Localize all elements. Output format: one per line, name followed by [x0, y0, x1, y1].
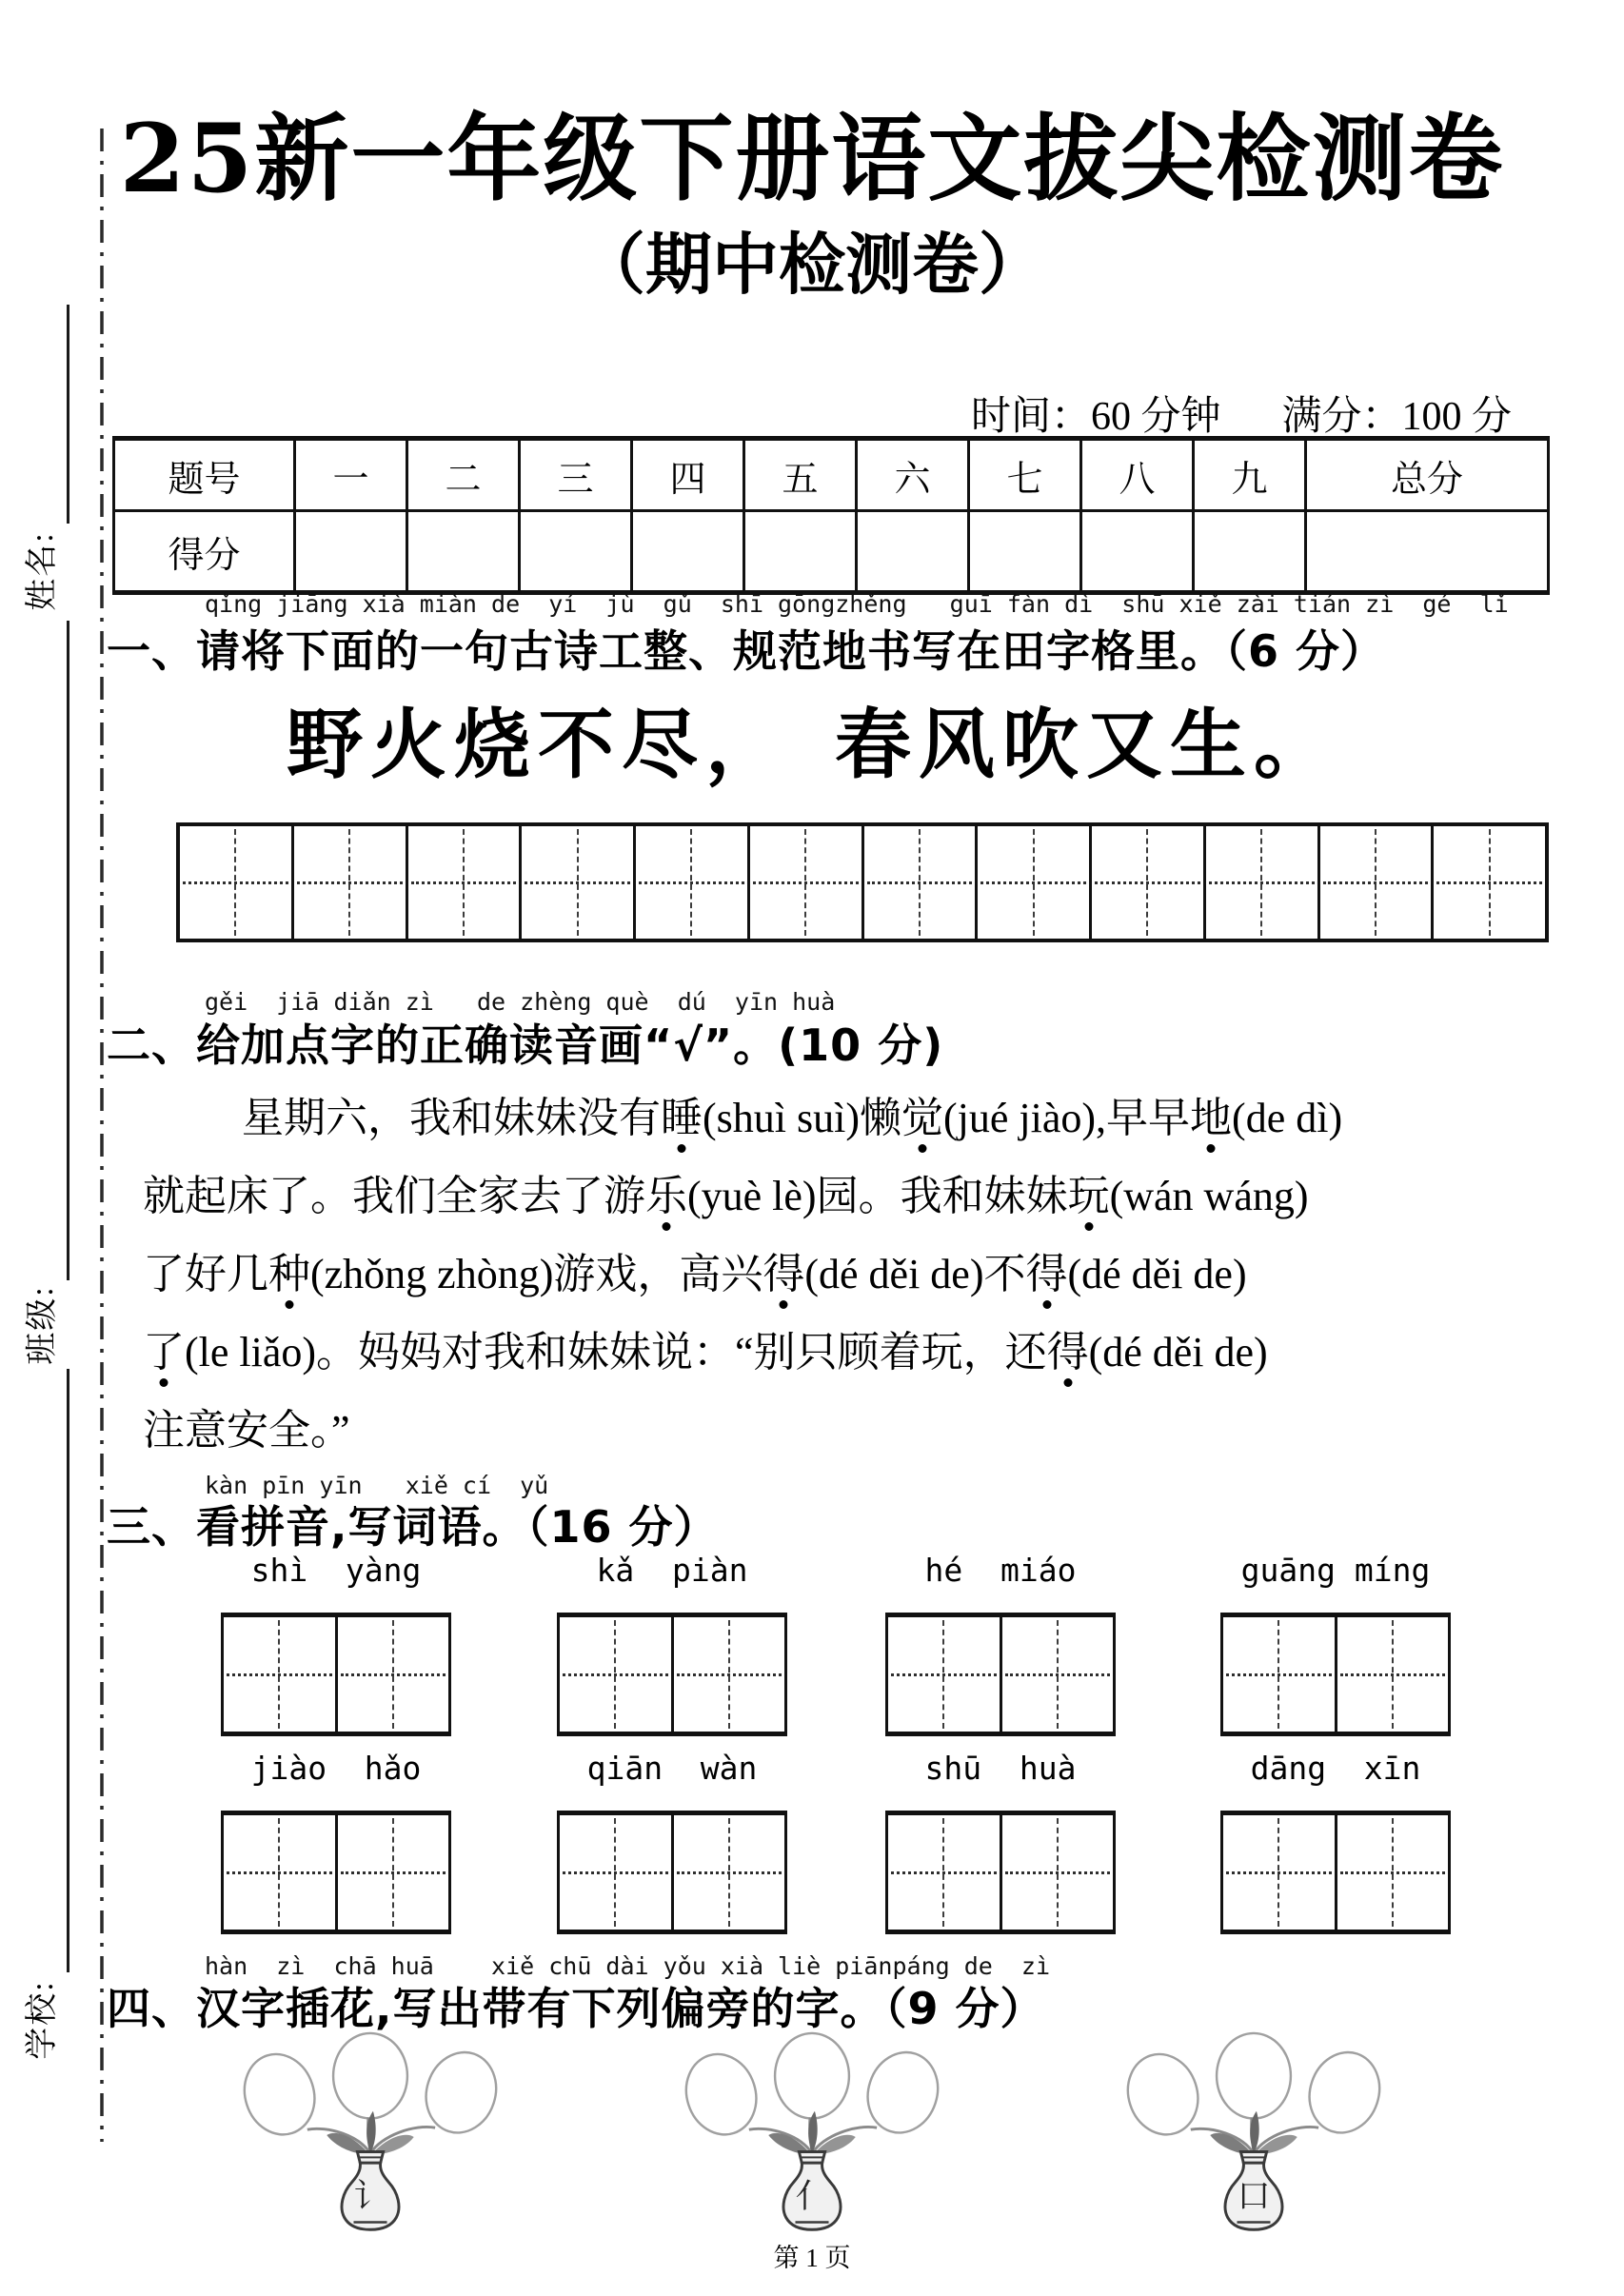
tianzige-cell — [335, 1617, 449, 1732]
flower-circle — [333, 2033, 407, 2119]
q3-answer-box — [557, 1811, 787, 1934]
score-table-header-row — [114, 439, 1549, 511]
score-empty-cell — [520, 511, 632, 593]
q3-title: 三、看拼音,写词语。（16 分） — [107, 1501, 719, 1553]
score-table-header-cell: 一 — [295, 439, 407, 511]
tianzige-cell — [888, 1617, 1000, 1732]
q3-word-group — [1220, 1552, 1451, 1736]
vase-group — [1115, 2031, 1393, 2245]
seal-line — [95, 0, 109, 2296]
score-empty-cell — [1306, 511, 1549, 593]
score-table-header-cell: 四 — [632, 439, 744, 511]
text-segment: (jué jiào),早早 — [943, 1095, 1191, 1141]
page-subtitle: （期中检测卷） — [579, 225, 1045, 304]
full-score-label: 满分：100 分 — [1281, 395, 1512, 439]
text-segment: (yuè lè)园。我和妹妹 — [687, 1173, 1068, 1219]
q4-pinyin: hàn zì chā huā xiě chū dài yǒu xià liè piānpáng de zì — [205, 1952, 1051, 1980]
text-segment: (dé děi de) — [1088, 1329, 1268, 1376]
dotted-character: 种 — [268, 1251, 310, 1297]
score-table-header-cell: 九 — [1194, 439, 1306, 511]
q3-word-group — [557, 1750, 787, 1934]
q4-title: 四、汉字插花,写出带有下列偏旁的字。（9 分） — [107, 1983, 1045, 2034]
q3-answer-box — [557, 1613, 787, 1736]
score-empty-cell — [969, 511, 1081, 593]
q3-answer-box — [885, 1811, 1116, 1934]
q3-pinyin: kàn pīn yīn xiě cí yǔ — [205, 1472, 549, 1499]
text-segment: 了好几 — [143, 1251, 268, 1297]
q3-word-pinyin: dāng xīn — [1250, 1750, 1421, 1787]
tianzige-cell — [560, 1815, 671, 1930]
q4-vase-diagrams — [0, 2031, 1624, 2245]
q3-word-pinyin: qiān wàn — [586, 1750, 758, 1787]
tianzige-cell — [1000, 1815, 1114, 1930]
tianzige-cell — [1000, 1617, 1114, 1732]
tianzige-cell — [406, 826, 520, 939]
score-table-header-cell: 六 — [857, 439, 969, 511]
score-table-header-cell: 五 — [744, 439, 857, 511]
exam-meta — [971, 385, 1512, 442]
dotted-character: 得 — [1025, 1251, 1068, 1297]
q2-line — [143, 1158, 1552, 1236]
tianzige-cell — [1203, 826, 1317, 939]
q3-answer-box — [1220, 1613, 1451, 1736]
text-segment: (zhǒng zhòng)游戏，高兴 — [310, 1251, 763, 1297]
score-table — [112, 436, 1550, 595]
q1-poem: 野火烧不尽， 春风吹又生。 — [287, 700, 1337, 789]
q3-word-group — [557, 1552, 787, 1736]
time-label: 时间：60 分钟 — [970, 395, 1221, 439]
tianzige-cell — [224, 1815, 335, 1930]
q3-word-pinyin: kǎ piàn — [596, 1552, 748, 1589]
class-label: 班级: — [25, 1285, 60, 1365]
vase-flowers-diagram — [1115, 2031, 1393, 2239]
score-empty-cell — [632, 511, 744, 593]
tianzige-cell — [862, 826, 976, 939]
q1-title: 一、请将下面的一句古诗工整、规范地书写在田字格里。（6 分） — [107, 625, 1386, 677]
q3-word-pinyin: jiào hǎo — [250, 1750, 422, 1787]
score-empty-cell — [407, 511, 520, 593]
dotted-character: 地 — [1190, 1095, 1233, 1141]
dotted-character: 睡 — [661, 1095, 703, 1141]
score-table-header-cell: 二 — [407, 439, 520, 511]
text-segment: (de dì) — [1232, 1095, 1343, 1141]
q2-line — [143, 1236, 1552, 1314]
text-segment: 星期六，我和妹妹没有 — [242, 1095, 661, 1141]
dotted-character: 了 — [143, 1329, 185, 1376]
tianzige-cell — [1223, 1815, 1335, 1930]
flower-circle — [775, 2033, 849, 2119]
tianzige-cell — [633, 826, 747, 939]
q3-word-pinyin: hé miáo — [924, 1552, 1077, 1589]
q2-line — [143, 1079, 1552, 1158]
page-footer: 第 1 页 — [773, 2244, 851, 2272]
tianzige-cell — [1431, 826, 1545, 939]
score-empty-cell — [857, 511, 969, 593]
score-row-label: 得分 — [114, 511, 295, 593]
score-table-header-cell: 题号 — [114, 439, 295, 511]
vase-group — [673, 2031, 951, 2245]
text-segment: (shuì suì)懒 — [703, 1095, 901, 1141]
score-empty-cell — [1081, 511, 1194, 593]
tianzige-cell — [1223, 1617, 1335, 1732]
q3-answer-box — [1220, 1811, 1451, 1934]
tianzige-cell — [1335, 1617, 1449, 1732]
school-blank-line — [67, 1369, 69, 1972]
q3-word-group — [885, 1750, 1116, 1934]
q3-word-group — [1220, 1750, 1451, 1934]
score-table-header-cell: 三 — [520, 439, 632, 511]
q1-writing-grid — [176, 822, 1549, 942]
score-table-header-cell: 总分 — [1306, 439, 1549, 511]
tianzige-cell — [747, 826, 862, 939]
q1-pinyin: qǐng jiāng xià miàn de yí jù gǔ shī gōngzhěng guī fàn dì shū xiě zài tián zì gé lǐ — [205, 590, 1509, 618]
tianzige-cell — [671, 1815, 785, 1930]
tianzige-cell — [291, 826, 406, 939]
score-empty-cell — [1194, 511, 1306, 593]
dotted-character: 乐 — [645, 1173, 687, 1219]
tianzige-cell — [888, 1815, 1000, 1930]
flower-circle — [1217, 2033, 1291, 2119]
q3-word-pinyin: shì yàng — [250, 1552, 422, 1589]
radical-label: 口 — [1237, 2177, 1271, 2215]
radical-label: 亻 — [795, 2177, 829, 2215]
dotted-character: 觉 — [901, 1095, 943, 1141]
q3-word-pinyin: shū huà — [924, 1750, 1077, 1787]
vase-flowers-diagram — [673, 2031, 951, 2239]
tianzige-cell — [1335, 1815, 1449, 1930]
tianzige-cell — [560, 1617, 671, 1732]
q2-line — [143, 1314, 1552, 1392]
q2-line — [143, 1392, 1552, 1470]
tianzige-cell — [671, 1617, 785, 1732]
page-title: 25新一年级下册语文拔尖检测卷 — [119, 104, 1505, 214]
text-segment: (dé děi de)不 — [804, 1251, 1026, 1297]
tianzige-cell — [224, 1617, 335, 1732]
radical-label: 讠 — [353, 2177, 387, 2215]
dotted-character: 得 — [762, 1251, 805, 1297]
score-table-header-cell: 八 — [1081, 439, 1194, 511]
q3-answer-box — [221, 1613, 451, 1736]
text-segment: 注意安全。” — [143, 1407, 350, 1454]
q3-answer-box — [885, 1613, 1116, 1736]
text-segment: 就起床了。我们全家去了游 — [143, 1173, 645, 1219]
q2-title: 二、给加点字的正确读音画“√”。(10 分) — [107, 1019, 944, 1071]
tianzige-cell — [1089, 826, 1203, 939]
q2-paragraph — [143, 1079, 1552, 1470]
q3-word-group — [221, 1552, 451, 1736]
name-blank-line — [67, 305, 69, 524]
q3-word-group — [221, 1750, 451, 1934]
vase-group — [231, 2031, 509, 2245]
q3-answer-box — [221, 1811, 451, 1934]
tianzige-cell — [180, 826, 291, 939]
score-table-score-row — [114, 511, 1549, 593]
score-table-header-cell: 七 — [969, 439, 1081, 511]
tianzige-cell — [335, 1815, 449, 1930]
q3-word-pinyin: guāng míng — [1240, 1552, 1431, 1589]
vase-flowers-diagram — [231, 2031, 509, 2239]
dotted-character: 玩 — [1067, 1173, 1110, 1219]
text-segment: (dé děi de) — [1067, 1251, 1247, 1297]
dotted-character: 得 — [1046, 1329, 1089, 1376]
tianzige-cell — [975, 826, 1089, 939]
text-segment: (le liǎo)。妈妈对我和妹妹说：“别只顾着玩，还 — [185, 1329, 1047, 1376]
text-segment: (wán wáng) — [1109, 1173, 1309, 1219]
score-empty-cell — [295, 511, 407, 593]
q3-word-group — [885, 1552, 1116, 1736]
score-empty-cell — [744, 511, 857, 593]
tianzige-cell — [1317, 826, 1432, 939]
tianzige-cell — [519, 826, 633, 939]
school-label: 学校: — [25, 1980, 60, 2060]
q2-pinyin: gěi jiā diǎn zì de zhèng què dú yīn huà — [205, 988, 836, 1016]
name-label: 姓名: — [25, 531, 60, 611]
